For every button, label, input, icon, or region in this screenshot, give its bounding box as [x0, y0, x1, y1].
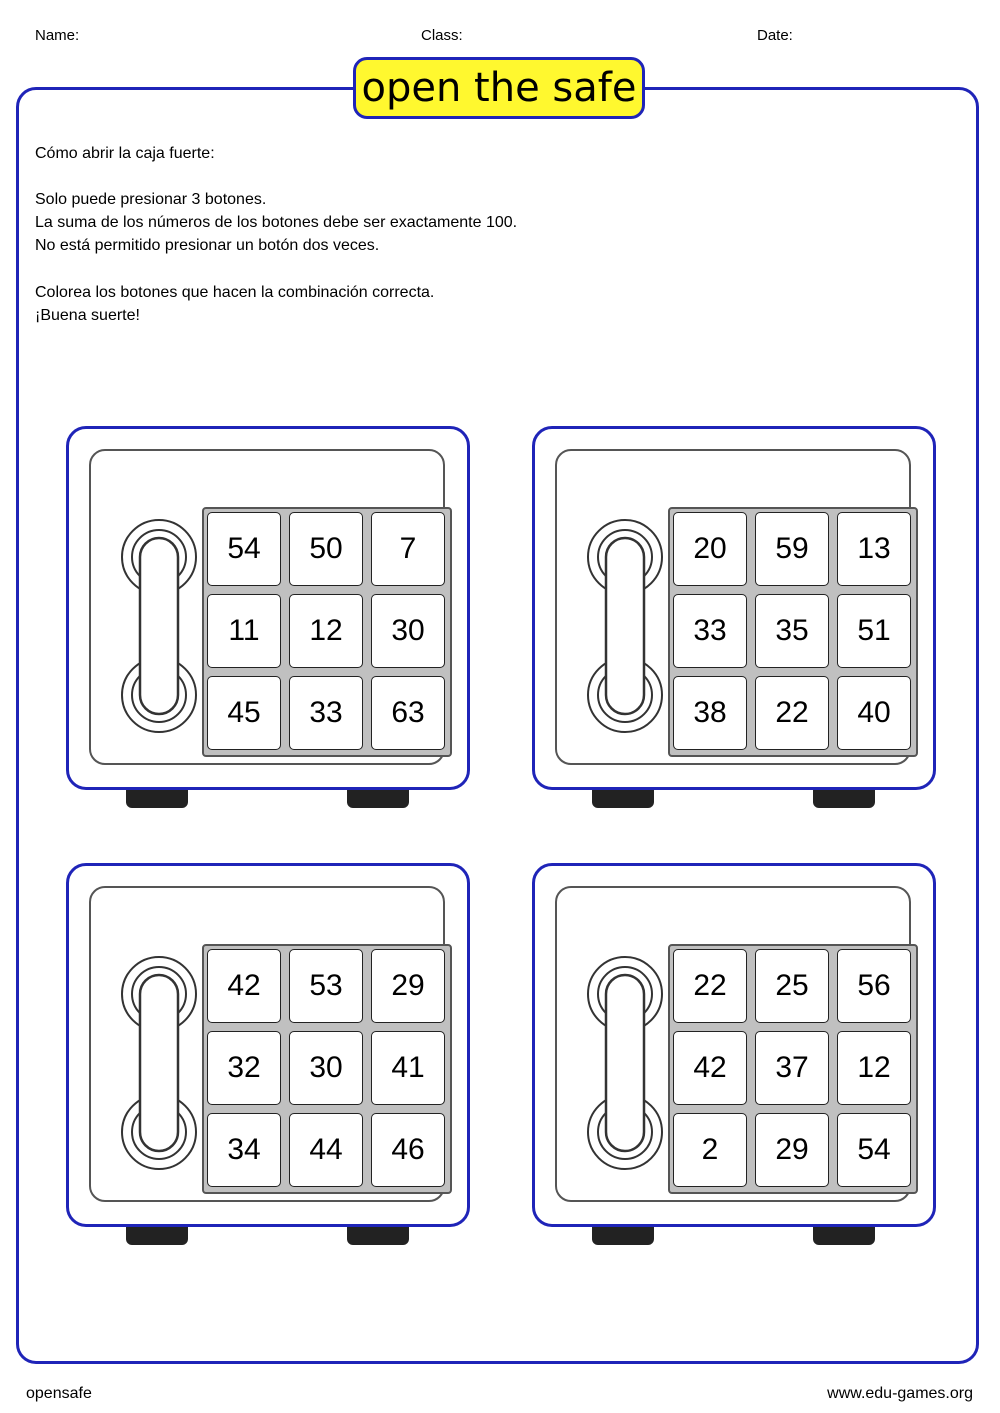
keypad-button[interactable]: 22 [755, 676, 829, 750]
keypad-button[interactable]: 63 [371, 676, 445, 750]
keypad-button[interactable]: 44 [289, 1113, 363, 1187]
safe-foot [813, 787, 875, 808]
safe-foot [347, 1224, 409, 1245]
instructions-heading: Cómo abrir la caja fuerte: [35, 145, 215, 162]
safe-door [89, 886, 445, 1202]
closing-1: Colorea los botones que hacen la combinación correcta. [35, 284, 435, 301]
keypad [668, 507, 918, 757]
keypad-button[interactable]: 33 [673, 594, 747, 668]
safe-2 [532, 426, 936, 812]
keypad-button[interactable]: 42 [207, 949, 281, 1023]
footer-left: opensafe [26, 1385, 92, 1402]
keypad-button[interactable]: 30 [371, 594, 445, 668]
keypad-button[interactable]: 38 [673, 676, 747, 750]
safe-foot [347, 787, 409, 808]
safe-foot [126, 787, 188, 808]
keypad-button[interactable]: 22 [673, 949, 747, 1023]
rule-3: No está permitido presionar un botón dos veces. [35, 237, 380, 254]
keypad-button[interactable]: 41 [371, 1031, 445, 1105]
safe-foot [126, 1224, 188, 1245]
keypad-button[interactable]: 42 [673, 1031, 747, 1105]
keypad-button[interactable]: 40 [837, 676, 911, 750]
keypad-button[interactable]: 13 [837, 512, 911, 586]
keypad-button[interactable]: 45 [207, 676, 281, 750]
rule-1: Solo puede presionar 3 botones. [35, 191, 267, 208]
keypad-button[interactable]: 12 [289, 594, 363, 668]
closing-2: ¡Buena suerte! [35, 307, 140, 324]
safe-3 [66, 863, 470, 1249]
worksheet-title: open the safe [353, 57, 645, 119]
keypad-button[interactable]: 33 [289, 676, 363, 750]
keypad [202, 507, 452, 757]
keypad-button[interactable]: 29 [371, 949, 445, 1023]
keypad-button[interactable]: 35 [755, 594, 829, 668]
handle-icon [585, 517, 665, 735]
class-label: Class: [421, 27, 463, 44]
keypad-button[interactable]: 56 [837, 949, 911, 1023]
keypad-button[interactable]: 51 [837, 594, 911, 668]
keypad-button[interactable]: 37 [755, 1031, 829, 1105]
name-label: Name: [35, 27, 80, 44]
keypad-button[interactable]: 53 [289, 949, 363, 1023]
keypad-button[interactable]: 54 [837, 1113, 911, 1187]
keypad-button[interactable]: 34 [207, 1113, 281, 1187]
safe-foot [813, 1224, 875, 1245]
keypad-button[interactable]: 25 [755, 949, 829, 1023]
keypad-button[interactable]: 11 [207, 594, 281, 668]
keypad [202, 944, 452, 1194]
handle-icon [119, 517, 199, 735]
handle-icon [585, 954, 665, 1172]
safe-1 [66, 426, 470, 812]
keypad-button[interactable]: 20 [673, 512, 747, 586]
safe-door [555, 449, 911, 765]
keypad-button[interactable]: 29 [755, 1113, 829, 1187]
keypad [668, 944, 918, 1194]
safe-foot [592, 787, 654, 808]
keypad-button[interactable]: 46 [371, 1113, 445, 1187]
keypad-button[interactable]: 50 [289, 512, 363, 586]
keypad-button[interactable]: 54 [207, 512, 281, 586]
keypad-button[interactable]: 12 [837, 1031, 911, 1105]
safe-door [89, 449, 445, 765]
date-label: Date: [757, 27, 793, 44]
keypad-button[interactable]: 30 [289, 1031, 363, 1105]
safe-foot [592, 1224, 654, 1245]
handle-icon [119, 954, 199, 1172]
rule-2: La suma de los números de los botones debe ser exactamente 100. [35, 214, 518, 231]
keypad-button[interactable]: 32 [207, 1031, 281, 1105]
keypad-button[interactable]: 59 [755, 512, 829, 586]
keypad-button[interactable]: 7 [371, 512, 445, 586]
keypad-button[interactable]: 2 [673, 1113, 747, 1187]
safe-4 [532, 863, 936, 1249]
footer-right: www.edu-games.org [827, 1385, 973, 1402]
safe-door [555, 886, 911, 1202]
